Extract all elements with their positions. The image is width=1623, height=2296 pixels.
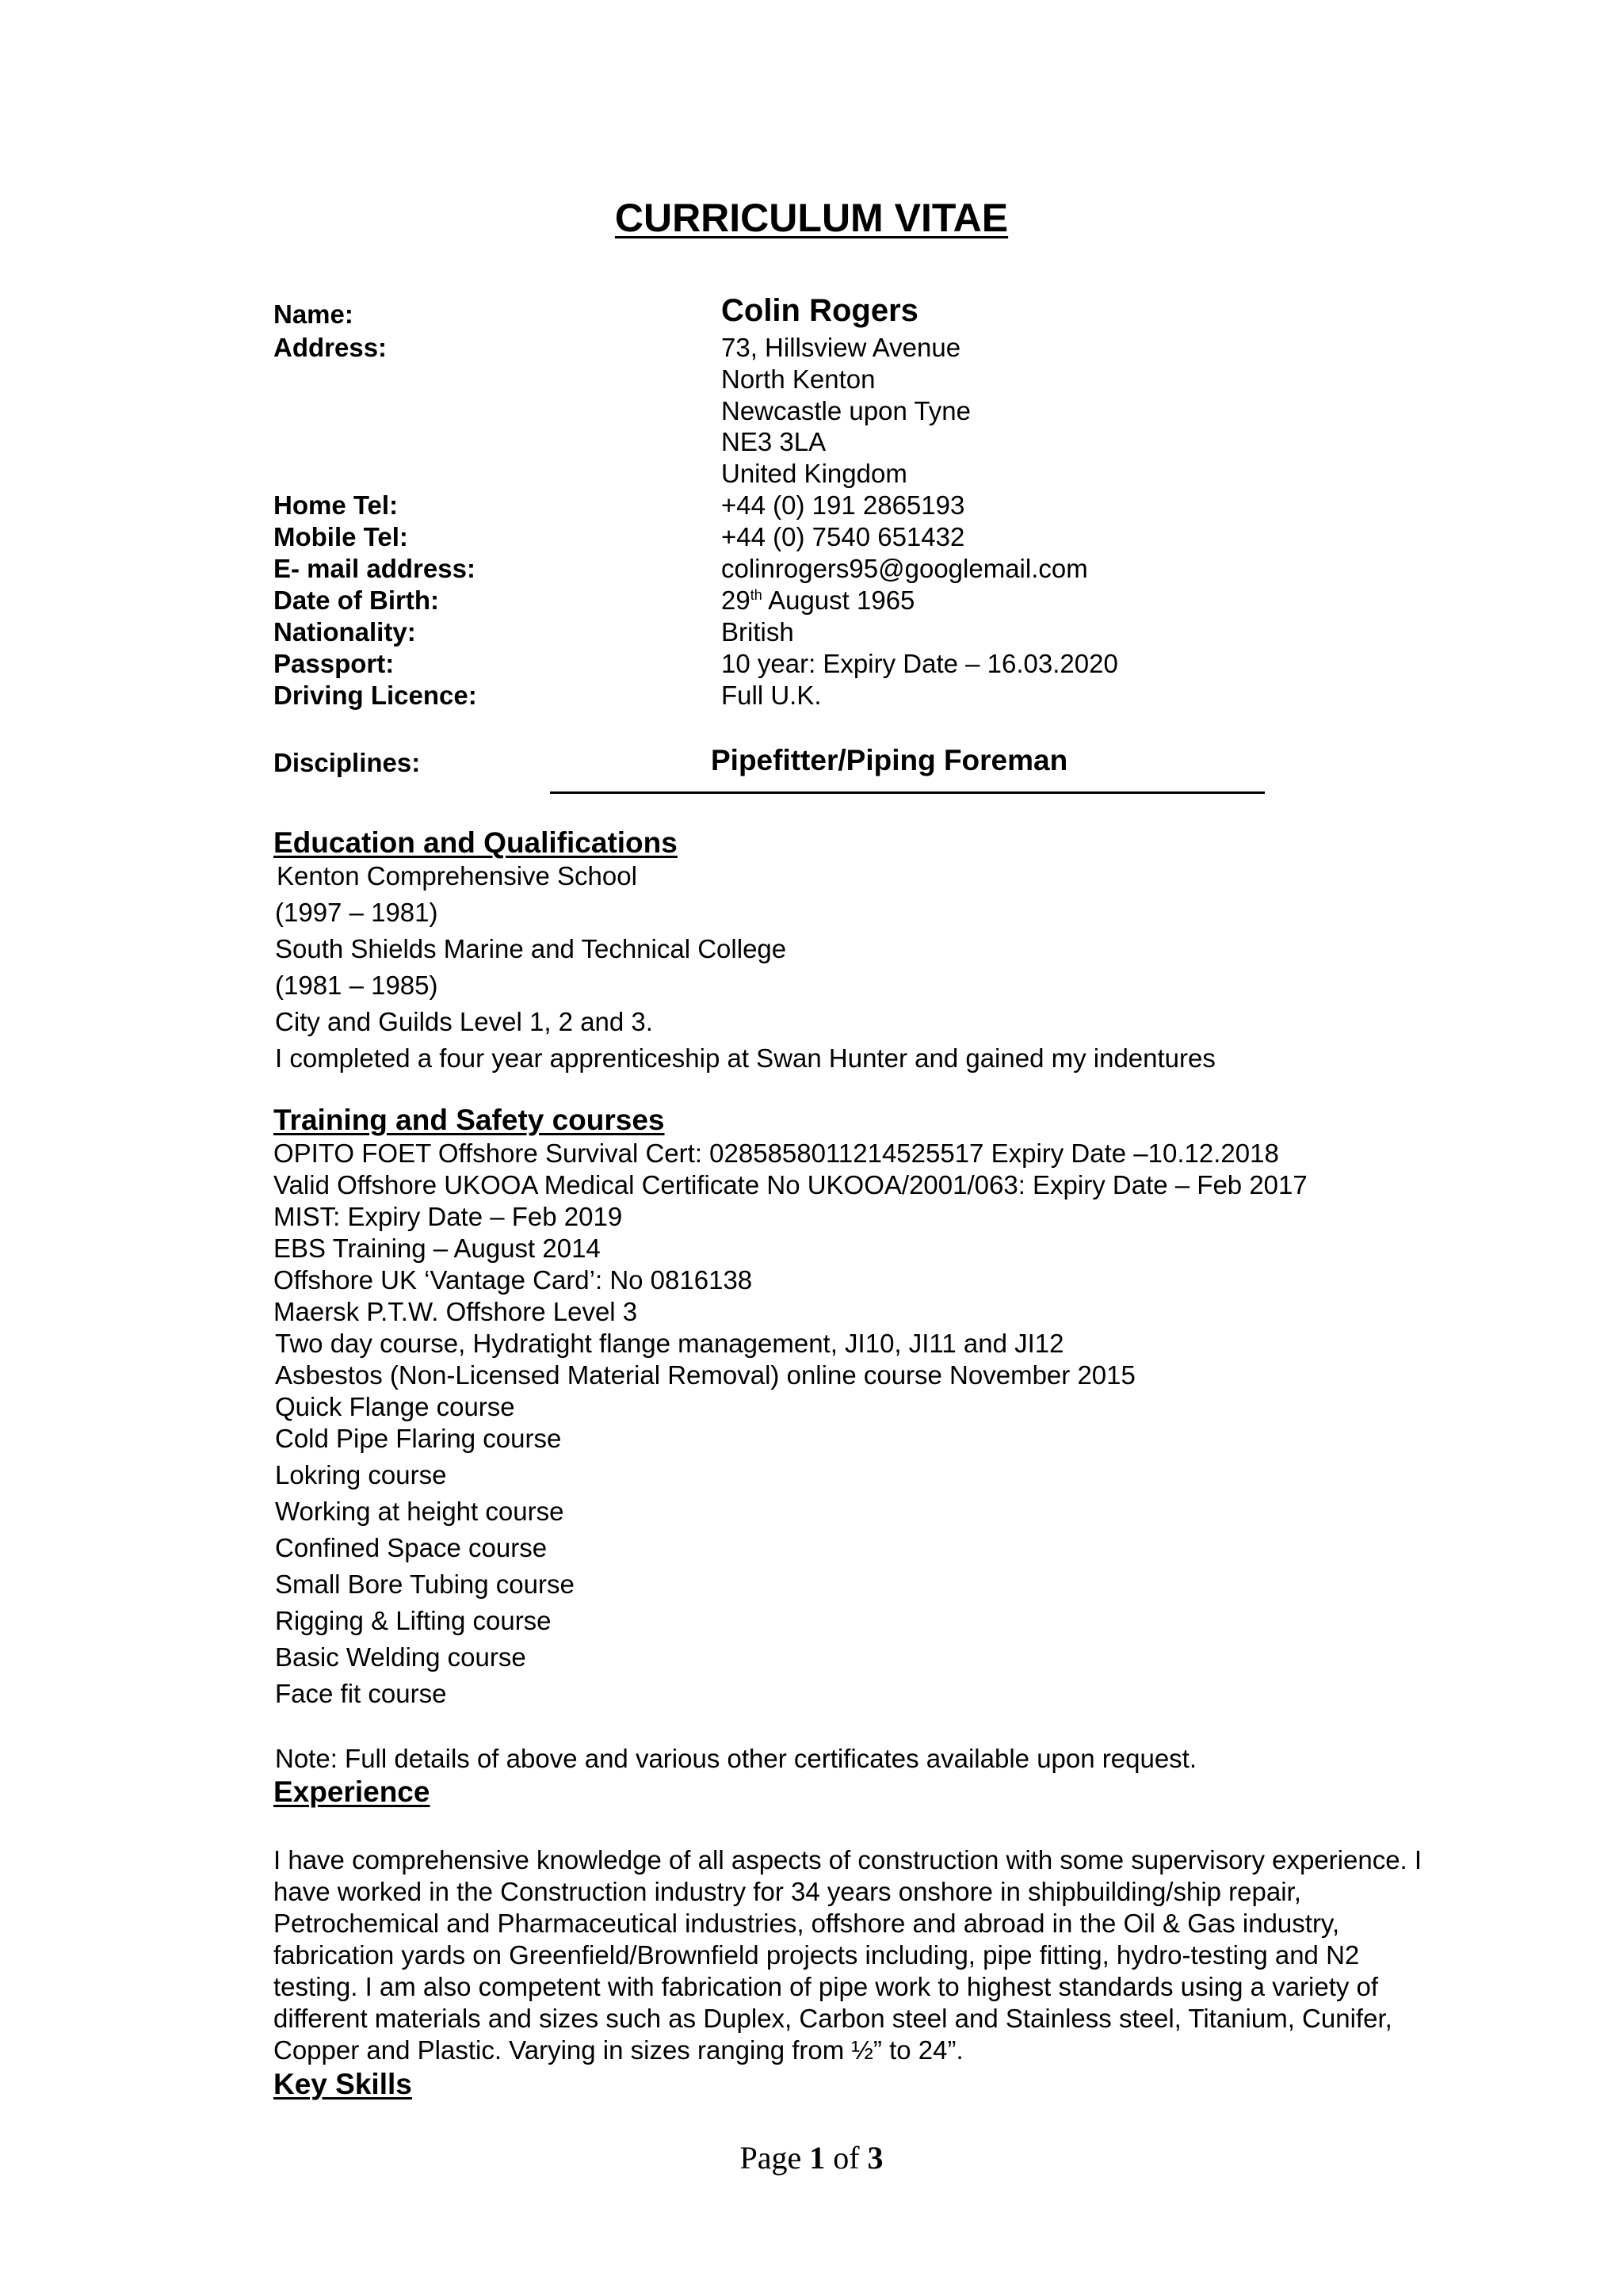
mobile-tel-value: +44 (0) 7540 651432	[721, 522, 965, 551]
training-line-2: Valid Offshore UKOOA Medical Certificate No UKOOA/2001/063: Expiry Date – Feb 2017	[273, 1170, 1308, 1199]
education-line-4: (1981 – 1985)	[275, 971, 438, 1000]
name-value: Colin Rogers	[721, 293, 918, 328]
address-line-1: 73, Hillsview Avenue	[721, 333, 961, 362]
experience-paragraph	[273, 1844, 1486, 2066]
disciplines-divider	[550, 791, 1265, 794]
email-value: colinrogers95@googlemail.com	[721, 554, 1088, 583]
driving-licence-value: Full U.K.	[721, 681, 822, 710]
experience-line-6: different materials and sizes such as Duplex, Carbon steel and Stainless steel, Titanium, Cunifer,	[273, 2004, 1392, 2033]
footer-page-word: Page	[739, 2140, 810, 2176]
training-line-17: Face fit course	[275, 1679, 447, 1708]
mobile-tel-label: Mobile Tel:	[273, 522, 408, 551]
home-tel-value: +44 (0) 191 2865193	[721, 490, 965, 520]
disciplines-label: Disciplines:	[273, 748, 421, 777]
training-line-10: Cold Pipe Flaring course	[275, 1424, 562, 1453]
education-line-1: Kenton Comprehensive School	[277, 861, 637, 891]
training-line-13: Confined Space course	[275, 1533, 548, 1562]
training-line-12: Working at height course	[275, 1497, 564, 1526]
driving-licence-label: Driving Licence:	[273, 681, 477, 710]
education-line-3: South Shields Marine and Technical College	[275, 934, 787, 963]
experience-line-4: fabrication yards on Greenfield/Brownfield projects including, pipe fitting, hydro-testing and N2	[273, 1940, 1360, 1970]
training-line-7: Two day course, Hydratight flange management, JI10, JI11 and JI12	[275, 1329, 1064, 1358]
address-line-2: North Kenton	[721, 364, 876, 394]
nationality-label: Nationality:	[273, 617, 416, 646]
experience-line-7: Copper and Plastic. Varying in sizes ranging from ½” to 24”.	[273, 2035, 964, 2065]
dob-label: Date of Birth:	[273, 585, 439, 615]
experience-line-5: testing. I am also competent with fabrication of pipe work to highest standards using a variety of	[273, 1972, 1379, 2001]
document-title: CURRICULUM VITAE	[614, 196, 1009, 240]
dob-suffix: th	[750, 587, 762, 603]
email-label: E- mail address:	[273, 554, 475, 583]
footer-total-pages: 3	[867, 2140, 884, 2176]
passport-value: 10 year: Expiry Date – 16.03.2020	[721, 649, 1118, 678]
footer-of-word: of	[825, 2140, 868, 2176]
training-heading: Training and Safety courses	[273, 1104, 665, 1136]
key-skills-heading: Key Skills	[273, 2068, 412, 2100]
address-line-5: United Kingdom	[721, 459, 907, 488]
name-label: Name:	[273, 299, 353, 329]
footer-current-page: 1	[809, 2140, 826, 2176]
nationality-value: British	[721, 617, 794, 646]
training-line-6: Maersk P.T.W. Offshore Level 3	[273, 1297, 638, 1326]
experience-line-2: have worked in the Construction industry for 34 years onshore in shipbuilding/ship repair,	[273, 1877, 1301, 1906]
education-line-6: I completed a four year apprenticeship at Swan Hunter and gained my indentures	[275, 1043, 1216, 1073]
disciplines-value: Pipefitter/Piping Foreman	[711, 744, 1068, 776]
education-line-2: (1997 – 1981)	[275, 898, 438, 927]
experience-heading: Experience	[273, 1775, 430, 1808]
address-label: Address:	[273, 333, 388, 362]
experience-line-3: Petrochemical and Pharmaceutical industries, offshore and abroad in the Oil & Gas industry,	[273, 1909, 1340, 1938]
education-heading: Education and Qualifications	[273, 826, 678, 859]
training-line-8: Asbestos (Non-Licensed Material Removal) online course November 2015	[275, 1360, 1136, 1390]
training-line-3: MIST: Expiry Date – Feb 2019	[273, 1202, 623, 1231]
training-line-16: Basic Welding course	[275, 1642, 526, 1672]
dob-rest: August 1965	[762, 585, 915, 615]
training-note: Note: Full details of above and various other certificates available upon request.	[275, 1744, 1197, 1773]
dob-value	[721, 585, 915, 616]
training-line-9: Quick Flange course	[275, 1392, 515, 1421]
experience-line-1: I have comprehensive knowledge of all aspects of construction with some supervisory experience. I	[273, 1845, 1423, 1875]
address-line-4: NE3 3LA	[721, 427, 827, 456]
training-line-15: Rigging & Lifting course	[275, 1606, 552, 1635]
address-line-3: Newcastle upon Tyne	[721, 396, 971, 425]
home-tel-label: Home Tel:	[273, 490, 399, 520]
page-footer	[0, 2139, 1623, 2176]
passport-label: Passport:	[273, 649, 395, 678]
dob-day: 29	[721, 585, 750, 615]
training-line-1: OPITO FOET Offshore Survival Cert: 0285858011214525517 Expiry Date –10.12.2018	[273, 1138, 1279, 1168]
training-line-5: Offshore UK ‘Vantage Card’: No 0816138	[273, 1265, 753, 1295]
training-line-14: Small Bore Tubing course	[275, 1569, 575, 1599]
training-line-11: Lokring course	[275, 1460, 447, 1489]
training-line-4: EBS Training – August 2014	[273, 1234, 601, 1263]
education-line-5: City and Guilds Level 1, 2 and 3.	[275, 1007, 653, 1036]
